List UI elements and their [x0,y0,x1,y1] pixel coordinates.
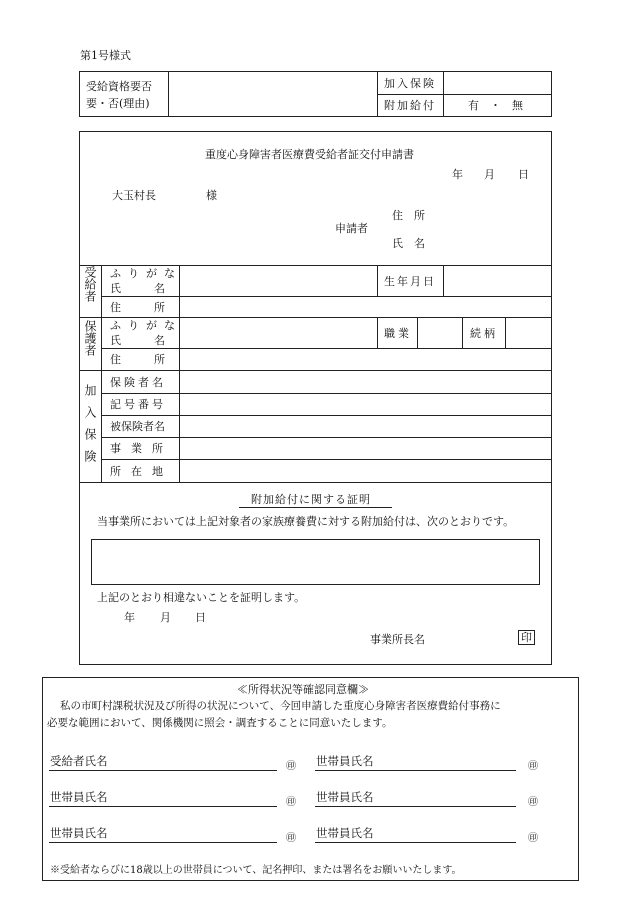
eligibility-reason-label: 要・否(理由) [86,97,150,110]
addressee: 大玉村長 [112,189,156,202]
certificate-text: 当事業所においては上記対象者の家族療養費に対する附加給付は、次のとおりです。 [97,515,515,528]
member-signature-label: 世帯員氏名 [50,826,108,840]
guardian-furigana-label: ふりがな [110,319,182,332]
member-seal: ㊞ [528,761,538,772]
eligibility-label: 受給資格要否 [86,80,152,93]
insurer-name-label: 保険者名 [110,376,166,389]
insurance-label: 加入保険 [384,77,436,90]
form-title: 重度心身障害者医療費受給者証交付申請書 [205,148,414,161]
consent-note: ※受給者ならびに18歳以上の世帯員について、記名押印、または署名をお願いいたします。 [50,865,462,876]
recipient-birthdate-label: 生年月日 [384,275,436,288]
member-seal: ㊞ [286,797,296,808]
guardian-address-label: 住 所 [110,353,165,366]
honorific: 様 [206,189,217,202]
certificate-title: 附加給付に関する証明 [251,493,371,506]
certificate-content-box[interactable] [91,539,540,585]
additional-benefit-label: 附加給付 [384,99,436,112]
recipient-signature-line[interactable] [49,770,277,771]
form-number: 第1号様式 [80,49,131,62]
recipient-address-label: 住 所 [110,301,165,314]
guardian-relationship-label: 続柄 [470,327,498,340]
member-signature-line[interactable] [315,770,516,771]
member-signature-line[interactable] [315,806,516,807]
member-signature-label: 世帯員氏名 [316,826,374,840]
certificate-date-day: 日 [195,611,206,624]
consent-title: ≪所得状況等確認同意欄≫ [237,683,369,696]
member-seal: ㊞ [528,833,538,844]
manager-seal: 印 [518,630,535,645]
location-label: 所在地 [110,465,173,478]
applicant-name-label: 氏 名 [392,237,425,250]
applicant-address-label: 住 所 [392,209,425,222]
member-signature-line[interactable] [49,842,277,843]
recipient-seal: ㊞ [286,761,296,772]
consent-text-line1: 私の市町村課税状況及び所得の状況について、今回申請した重度心身障害者医療費給付事務に [60,700,501,712]
date-month-label: 月 [484,168,495,181]
certificate-date-year: 年 [124,611,135,624]
insurance-section-label: 加入保険 [83,384,97,472]
consent-text-line2: 必要な範囲において、関係機関に照会・調査することに同意いたします。 [47,717,393,729]
guardian-name-label: 氏 名 [110,334,165,347]
additional-benefit-value[interactable]: 有 ・ 無 [468,99,523,112]
recipient-signature-label: 受給者氏名 [50,754,108,768]
recipient-name-label: 氏 名 [110,282,165,295]
date-day-label: 日 [518,168,529,181]
member-signature-label: 世帯員氏名 [316,754,374,768]
member-seal: ㊞ [528,797,538,808]
member-signature-label: 世帯員氏名 [50,790,108,804]
insured-name-label: 被保険者名 [110,420,165,433]
office-label: 事業所 [110,442,173,455]
guardian-occupation-label: 職業 [384,327,412,340]
manager-name-label: 事業所長名 [370,633,425,646]
member-signature-line[interactable] [49,806,277,807]
guardian-section-label: 保護者 [83,320,97,356]
applicant-label: 申請者 [335,222,368,235]
certificate-date-month: 月 [160,611,171,624]
member-signature-label: 世帯員氏名 [316,790,374,804]
certificate-confirm-text: 上記のとおり相違ないことを証明します。 [97,591,306,604]
symbol-number-label: 記号番号 [110,398,166,411]
recipient-section-label: 受給者 [83,266,97,302]
recipient-furigana-label: ふりがな [110,267,182,280]
member-seal: ㊞ [286,833,296,844]
member-signature-line[interactable] [315,842,516,843]
date-year-label: 年 [452,168,463,181]
